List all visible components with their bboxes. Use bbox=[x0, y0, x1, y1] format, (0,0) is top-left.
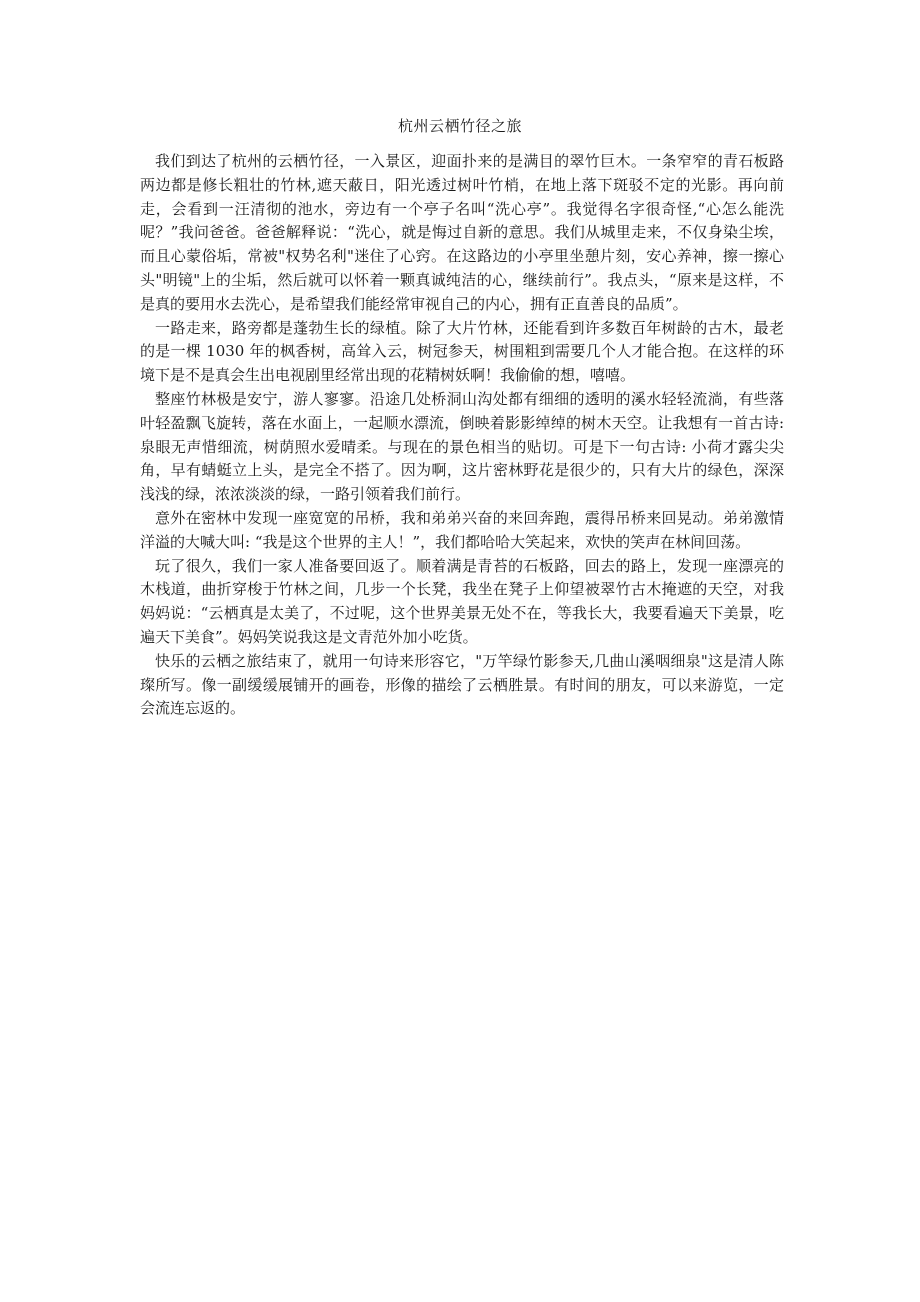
paragraph-wooden-boardwalk: 玩了很久，我们一家人准备要回返了。顺着满是青苔的石板路，回去的路上，发现一座漂亮的木栈道，曲折穿梭于竹林之间，几步一个长凳，我坐在凳子上仰望被翠竹古木掩遮的天空，对我妈妈说：“云栖真是太美了，不过呢，这个世界美景无处不在，等我长大，我要看遍天下美景，吃遍天下美食”。妈妈笑说我这是文青范外加小吃货。 bbox=[140, 556, 784, 646]
paragraph-suspension-bridge: 意外在密林中发现一座宽宽的吊桥，我和弟弟兴奋的来回奔跑，震得吊桥来回晃动。弟弟激情洋溢的大喊大叫: “我是这个世界的主人！”，我们都哈哈大笑起来，欢快的笑声在林间回荡。 bbox=[140, 508, 784, 551]
document-title: 杭州云栖竹径之旅 bbox=[397, 117, 522, 135]
document-body bbox=[140, 150, 784, 721]
paragraph-intro-xixin-pavilion: 我们到达了杭州的云栖竹径，一入景区，迎面扑来的是满目的翠竹巨木。一条窄窄的青石板路两边都是修长粗壮的竹林,遮天蔽日，阳光透过树叶竹梢，在地上落下斑驳不定的光影。再向前走，会看到一汪清彻的池水，旁边有一个亭子名叫“洗心亭”。我觉得名字很奇怪,“心怎么能洗呢？”我问爸爸。爸爸解释说：“洗心，就是悔过自新的意思。我们从城里走来，不仅身染尘埃，而且心蒙俗垢，常被"权势名利"迷住了心窍。在这路边的小亭里坐憩片刻，安心养神，擦一擦心头"明镜"上的尘垢，然后就可以怀着一颗真诚纯洁的心，继续前行”。我点头，“原来是这样，不是真的要用水去洗心，是希望我们能经常审视自己的内心，拥有正直善良的品质”。 bbox=[140, 152, 784, 313]
paragraph-quiet-bamboo-forest: 整座竹林极是安宁，游人寥寥。沿途几处桥洞山沟处都有细细的透明的溪水轻轻流淌，有些落叶轻盈飘飞旋转，落在水面上，一起顺水漂流，倒映着影影绰绰的树木天空。让我想有一首古诗: 泉眼无声惜细流，树荫照水爱晴柔。与现在的景色相当的贴切。可是下一句古诗: 小荷才露尖尖角，早有蜻蜓立上头，是完全不搭了。因为啊，这片密林野花是很少的，只有大片的绿色，深深浅浅的绿，浓浓淡淡的绿，一路引领着我们前行。 bbox=[140, 389, 784, 504]
paragraph-conclusion: 快乐的云栖之旅结束了，就用一句诗来形容它，"万竿绿竹影参天,几曲山溪咽细泉"这是清人陈璨所写。像一副缓缓展铺开的画卷，形像的描绘了云栖胜景。有时间的朋友，可以来游览，一定会流连忘返的。 bbox=[140, 651, 784, 718]
paragraph-ancient-trees: 一路走来，路旁都是蓬勃生长的绿植。除了大片竹林，还能看到许多数百年树龄的古木，最老的是一棵 1030 年的枫香树，高耸入云，树冠参天，树围粗到需要几个人才能合抱。在这样的环境下是不是真会生出电视剧里经常出现的花精树妖啊！我偷偷的想，嘻嘻。 bbox=[140, 318, 784, 385]
